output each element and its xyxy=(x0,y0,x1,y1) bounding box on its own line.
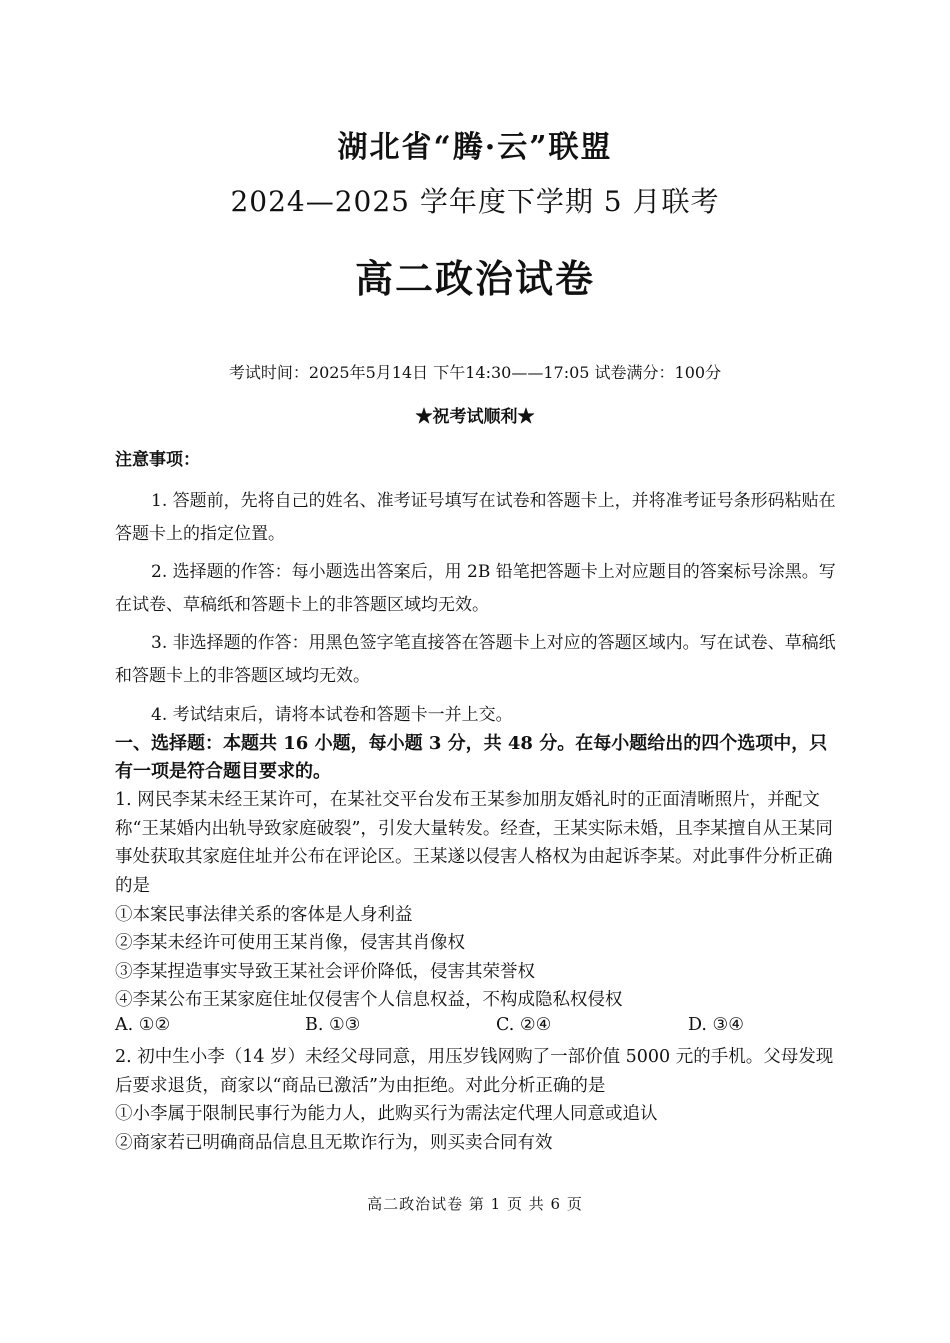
notice-item-2: 2. 选择题的作答：每小题选出答案后，用 2B 铅笔把答题卡上对应题目的答案标号涂黑。写在试卷、草稿纸和答题卡上的非答题区域均无效。 xyxy=(115,562,836,615)
question-1-option-d: D. ③④ xyxy=(688,1015,744,1035)
page-footer: 高二政治试卷 第 1 页 共 6 页 xyxy=(367,1195,583,1213)
notice-item-1: 1. 答题前，先将自己的姓名、准考证号填写在试卷和答题卡上，并将准考证号条形码粘贴在答题卡上的指定位置。 xyxy=(115,491,836,544)
question-1-stem: 1. 网民李某未经王某许可，在某社交平台发布王某参加朋友婚礼时的正面清晰照片，并配文称“王某婚内出轨导致家庭破裂”，引发大量转发。经查，王某实际未婚，且李某擅自从王某同事处获取其家庭住址并公布在评论区。王某遂以侵害人格权为由起诉李某。对此事件分析正确的是 xyxy=(115,790,833,896)
question-1-statement-2: ②李某未经许可使用王某肖像，侵害其肖像权 xyxy=(115,933,465,953)
question-1-option-b: B. ①③ xyxy=(305,1015,361,1035)
question-1-statement-1: ①本案民事法律关系的客体是人身利益 xyxy=(115,905,413,925)
exam-subject-title: 高二政治试卷 xyxy=(354,256,595,301)
exam-term-title: 2024—2025 学年度下学期 5 月联考 xyxy=(230,185,720,218)
exam-info: 考试时间：2025年5月14日 下午14:30——17:05 试卷满分：100分 xyxy=(228,363,722,382)
notice-heading: 注意事项： xyxy=(115,450,200,470)
notice-item-3: 3. 非选择题的作答：用黑色签字笔直接答在答题卡上对应的答题区域内。写在试卷、草稿纸和答题卡上的非答题区域均无效。 xyxy=(115,633,836,686)
question-1-statement-3: ③李某捏造事实导致王某社会评价降低，侵害其荣誉权 xyxy=(115,962,535,982)
notice-item-4: 4. 考试结束后，请将本试卷和答题卡一并上交。 xyxy=(151,705,513,725)
wish-line: ★祝考试顺利★ xyxy=(415,407,535,427)
question-2-statement-2: ②商家若已明确商品信息且无欺诈行为，则买卖合同有效 xyxy=(115,1133,553,1153)
question-2-stem: 2. 初中生小李（14 岁）未经父母同意，用压岁钱网购了一部价值 5000 元的手机。父母发现后要求退货，商家以“商品已激活”为由拒绝。对此分析正确的是 xyxy=(115,1047,834,1096)
question-1-statement-4: ④李某公布王某家庭住址仅侵害个人信息权益，不构成隐私权侵权 xyxy=(115,990,623,1010)
question-1-option-a: A. ①② xyxy=(115,1015,171,1035)
question-2-statement-1: ①小李属于限制民事行为能力人，此购买行为需法定代理人同意或追认 xyxy=(115,1104,658,1124)
question-1-option-c: C. ②④ xyxy=(496,1015,552,1035)
section-1-heading: 一、选择题：本题共 16 小题，每小题 3 分，共 48 分。在每小题给出的四个选项中，只有一项是符合题目要求的。 xyxy=(115,733,828,782)
exam-alliance-title: 湖北省“腾·云”联盟 xyxy=(337,130,613,165)
